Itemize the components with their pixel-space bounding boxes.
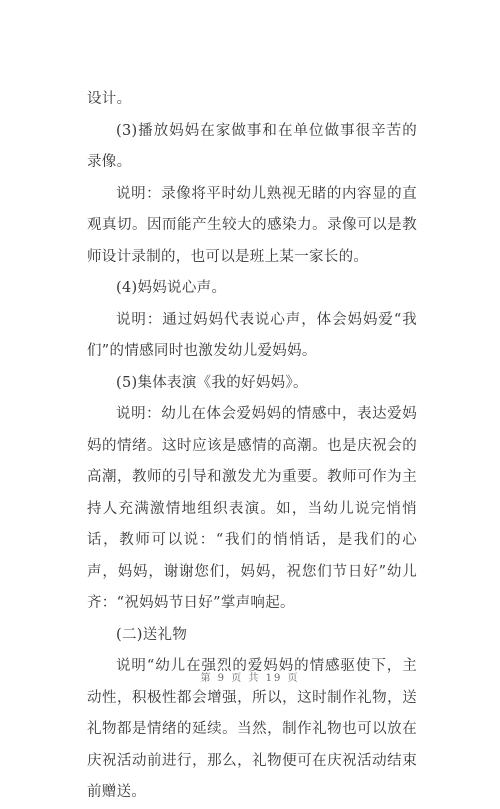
paragraph: 说明：幼儿在体会爱妈妈的情感中，表达爱妈妈的情绪。这时应该是感情的高潮。也是庆祝会的高潮，教师的引导和激发尤为重要。教师可作为主持人充满激情地组织表演。如，当幼儿说完悄悄话，教师可以说：“我们的悄悄话，是我们的心声，妈妈，谢谢您们，妈妈，祝您们节日好”幼儿齐：“祝妈妈节日好”掌声响起。 bbox=[87, 406, 417, 611]
paragraph: 说明：录像将平时幼儿熟视无睹的内容显的直观真切。因而能产生较大的感染力。录像可以是教师设计录制的，也可以是班上某一家长的。 bbox=[87, 185, 417, 265]
paragraph: 说明“幼儿在强烈的爱妈妈的情感驱使下，主动性，积极性都会增强，所以，这时制作礼物，送礼物都是情绪的延续。当然，制作礼物也可以放在庆祝活动前进行，那么，礼物便可在庆祝活动结束前赠送。 bbox=[87, 658, 417, 800]
paragraph: (二)送礼物 bbox=[116, 626, 188, 643]
paragraph: (4)妈妈说心声。 bbox=[116, 280, 227, 296]
paragraph: 说明：通过妈妈代表说心声，体会妈妈爱“我们”的情感同时也激发幼儿爱妈妈。 bbox=[87, 311, 417, 359]
paragraph: (3)播放妈妈在家做事和在单位做事很辛苦的录像。 bbox=[87, 122, 417, 170]
paragraph: (5)集体表演《我的好妈妈》。 bbox=[116, 374, 308, 391]
page-footer: 第 9 页 共 19 页 bbox=[200, 673, 300, 684]
document-body bbox=[87, 84, 417, 809]
paragraph: 设计。 bbox=[87, 91, 132, 107]
